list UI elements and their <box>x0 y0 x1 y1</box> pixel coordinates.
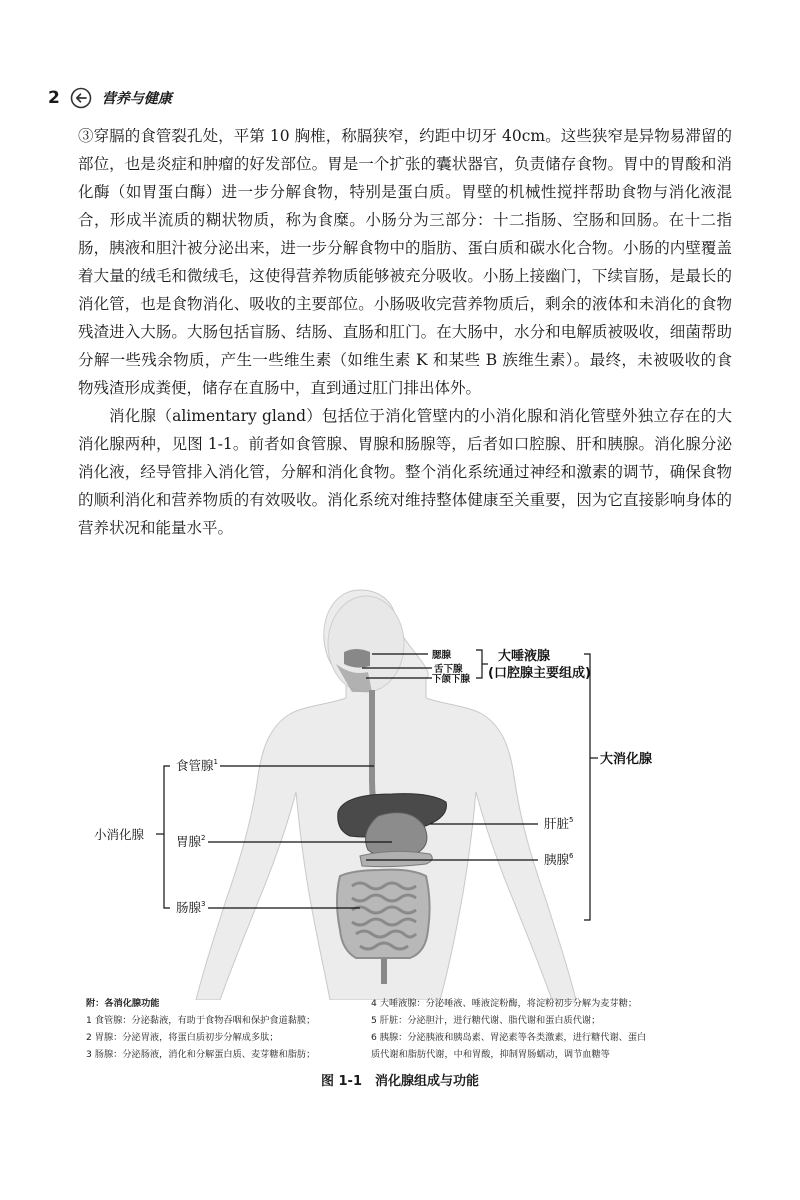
label-pancreas: 胰腺$^6$ <box>544 852 574 867</box>
note-item: 1 食管腺：分泌黏液，有助于食物吞咽和保护食道黏膜； <box>86 1015 316 1026</box>
paragraph-1: ③穿膈的食管裂孔处，平第 10 胸椎，称膈狭窄，约距中切牙 40cm。这些狭窄是异物易滞留的部位，也是炎症和肿瘤的好发部位。胃是一个扩张的囊状器官，负责储存食物。胃中的胃酸和消化酶（如胃蛋白酶）进一步分解食物，特别是蛋白质。胃壁的机械性搅拌帮助食物与消化液混合，形成半流质的糊状物质，称为食糜。小肠分为三部分：十二指肠、空肠和回肠。在十二指肠，胰液和胆汁被分泌出来，进一步分解食物中的脂肪、蛋白质和碳水化合物。小肠的内壁覆盖着大量的绒毛和微绒毛，这使得营养物质能够被充分吸收。小肠上接幽门，下续盲肠，是最长的消化管，也是食物消化、吸收的主要部位。小肠吸收完营养物质后，剩余的液体和未消化的食物残渣进入大肠。大肠包括盲肠、结肠、直肠和肛门。在大肠中，水分和电解质被吸收，细菌帮助分解一些残余物质，产生一些维生素（如维生素 K 和某些 B 族维生素）。最终，未被吸收的食物残渣形成粪便，储存在直肠中，直到通过肛门排出体外。 <box>78 127 732 397</box>
label-gastric: 胃腺$^2$ <box>176 834 206 849</box>
notes-left-column <box>86 995 371 1063</box>
label-sublingual: 舌下腺 <box>434 664 463 675</box>
label-liver: 肝脏$^5$ <box>544 816 574 831</box>
note-item: 5 肝脏：分泌胆汁，进行糖代谢、脂代谢和蛋白质代谢； <box>371 1015 601 1026</box>
label-small-glands: 小消化腺 <box>94 827 145 842</box>
notes-title: 附：各消化腺功能 <box>86 998 160 1009</box>
note-item: 质代谢和脂肪代谢，中和胃酸，抑制胃肠蠕动，调节血糖等 <box>371 1049 610 1060</box>
label-salivary-group: 大唾液腺 <box>498 649 551 664</box>
label-salivary-note: (口腔腺主要组成) <box>488 666 591 681</box>
body-text <box>78 122 732 542</box>
figure-caption: 图 1-1 消化腺组成与功能 <box>320 1074 479 1089</box>
label-parotid: 腮腺 <box>432 650 452 661</box>
notes-right-column <box>371 995 726 1063</box>
page-header <box>48 86 172 110</box>
note-item: 3 肠腺：分泌肠液，消化和分解蛋白质、麦芽糖和脂肪； <box>86 1049 316 1060</box>
note-item: 4 大唾液腺：分泌唾液、唾液淀粉酶，将淀粉初步分解为麦芽糖； <box>371 998 638 1009</box>
figure-notes <box>86 995 726 1063</box>
label-submandibular: 下颌下腺 <box>432 674 471 685</box>
running-title: 营养与健康 <box>101 91 172 107</box>
anatomy-illustration <box>0 580 800 1000</box>
note-item: 6 胰腺：分泌胰液和胰岛素、胃泌素等各类激素，进行糖代谢、蛋白 <box>371 1032 647 1043</box>
note-item: 2 胃腺：分泌胃液，将蛋白质初步分解成多肽； <box>86 1032 279 1043</box>
left-arrow-circle-icon <box>70 87 92 109</box>
pancreas <box>360 851 432 866</box>
paragraph-2: 消化腺（alimentary gland）包括位于消化管壁内的小消化腺和消化管壁外独立存在的大消化腺两种，见图 1-1。前者如食管腺、胃腺和肠腺等，后者如口腔腺、肝和胰腺。消化腺分泌消化液，经导管排入消化管，分解和消化食物。整个消化系统通过神经和激素的调节，确保食物的顺利消化和营养物质的有效吸收。消化系统对维持整体健康至关重要，因为它直接影响身体的营养状况和能量水平。 <box>78 407 732 537</box>
page-number: 2 <box>48 88 60 108</box>
label-large-glands: 大消化腺 <box>600 752 653 767</box>
label-intestinal: 肠腺$^3$ <box>176 900 206 915</box>
figure-digestive-glands <box>0 580 800 1000</box>
label-esophageal: 食管腺$^1$ <box>176 758 218 773</box>
large-intestine <box>337 870 430 958</box>
